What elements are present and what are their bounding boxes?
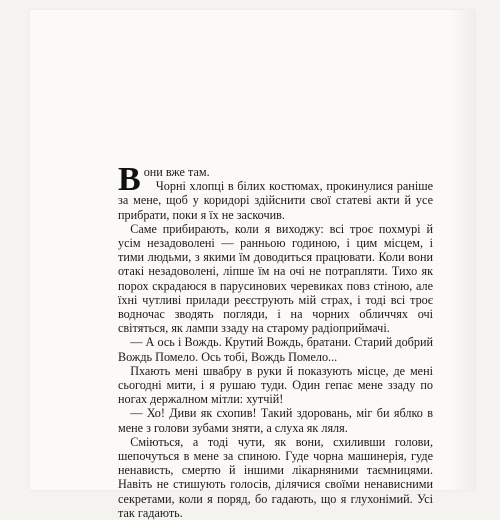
page-gutter-shadow xyxy=(449,10,475,490)
paragraph-opening xyxy=(118,161,433,198)
paragraph-5: — Хо! Диви як схопив! Такий здоровань, міг би яблко в мене з голови зубами зняти, а слуха як ляля. xyxy=(118,406,433,435)
paragraph-3: — А ось і Вождь. Крутий Вождь, братани. Старий добрий Вождь Помело. Ось тобі, Вождь Помело... xyxy=(118,335,433,364)
paragraph-2: Саме прибирають, коли я виходжу: всі троє похмурі й усім незадоволені — ранньою годиною, і цим місцем, і тими людьми, з якими їм доводиться працювати. Коли вони отакі незадоволені, ліпше їм на очі не потрапляти. Тихо як порох скрадаюся в парусинових черевиках повз стіною, але їхні чутливі прилади реєструють мій страх, і тоді всі троє водночас зводять погляди, і на чорних обличчях очі світяться, як лампи ззаду на старому радіоприймачі. xyxy=(118,221,433,336)
book-page xyxy=(30,10,475,520)
paragraph-4: Пхають мені швабру в руки й показують місце, де мені сьогодні мити, і я рушаю туди. Один гепає мене ззаду по ногах держалном мітли: хутчій! xyxy=(118,363,433,407)
paragraph-1: Чорні хлопці в білих костюмах, прокинулися раніше за мене, щоб у коридорі здійснити свої статеві акти й усе прибрати, поки я їх не заскочив. xyxy=(118,179,433,222)
page-body-text xyxy=(118,161,433,520)
drop-cap-letter: В xyxy=(118,161,141,198)
opening-line-text: они вже там. xyxy=(143,165,210,179)
paragraph-6: Сміються, а тоді чути, як вони, схиливши голови, шепочуться в мене за спиною. Гуде чорна машинерія, гуде ненависть, смертю й іншими лікарняними таємницями. Навіть не стишують голосів, ділячися своїми ненависними секретами, коли я поряд, бо гадають, що я глухонімий. Усі так гадають. xyxy=(118,434,433,520)
